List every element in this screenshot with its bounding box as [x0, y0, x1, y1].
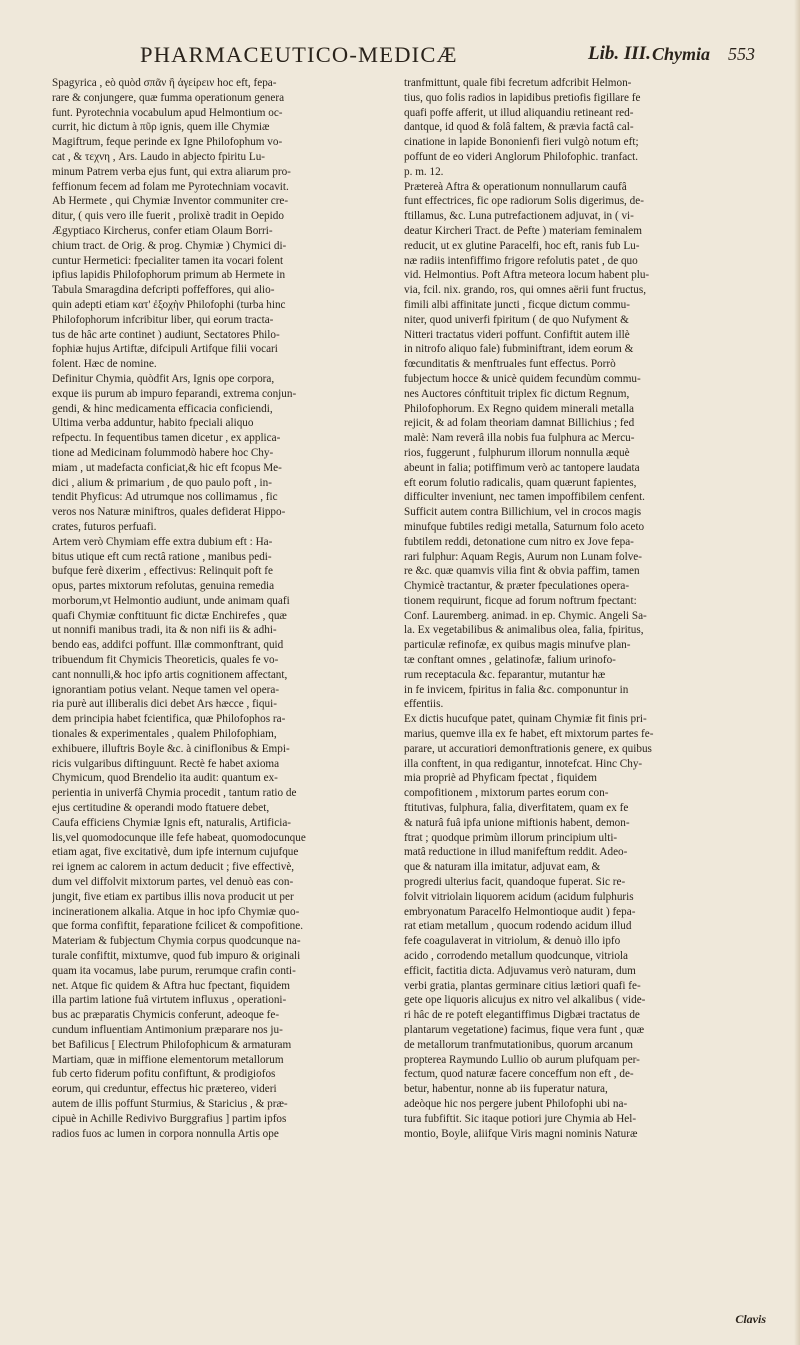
text-line: via, fcil. nix. grando, ros, qui omnes aërii funt fructus,: [404, 284, 647, 297]
text-line: cant nonnulli,& hoc ipfo artis cognitionem affectant,: [52, 668, 288, 681]
text-line: crates, futuros perfuafi.: [52, 520, 157, 533]
text-line: plantarum vegetatione) facimus, fique vera funt , quæ: [404, 1024, 645, 1036]
text-line: Chymicum, quod Brendelio ita audit: quantum ex-: [52, 772, 278, 785]
text-line: dici , alium & primarium , de quo paulo poft , in-: [52, 476, 272, 489]
text-line: quafi Chymiæ conftituunt fic dictæ Enchirefes , quæ: [52, 609, 287, 622]
text-line: ftrat ; quodque primùm illorum principium ulti-: [404, 831, 618, 844]
text-line: cinatione in lapide Bononienfi fieri vulgò notum eft;: [404, 136, 639, 149]
text-line: tionales & experimentales , qualem Philofophiam,: [52, 728, 277, 741]
text-line: tione ad Medicinam folummodò habere hoc Chy-: [52, 446, 274, 459]
text-line: efficit, factitia dicta. Adjuvamus verò naturam, dum: [404, 964, 636, 977]
text-line: fub certo fiderum pofitu confiftunt, & prodigiofos: [52, 1068, 276, 1081]
running-header: [140, 42, 778, 70]
text-line: ftitutivas, fulphura, falia, diverfitatem, quam ex fe: [404, 802, 629, 815]
text-line: eorum, qui creduntur, effectus hic prætereo, videri: [52, 1083, 277, 1096]
text-line: & naturâ fuâ ipfa unione miftionis habent, demon-: [404, 816, 630, 829]
text-line: vid. Helmontius. Poft Aftra meteora locum habent plu-: [404, 269, 650, 282]
text-line: que forma confiftit, feparatione fcilicet & compofitione.: [52, 920, 303, 933]
text-line: embryonatum Paracelfo Helmontioque audit ) fepa-: [404, 905, 636, 918]
text-line: de metallorum tranfmutationibus, quorum arcanum: [404, 1038, 633, 1051]
text-line: bet Bafilicus [ Electrum Philofophicum & armaturam: [52, 1038, 292, 1051]
text-line: acido , corrodendo metallum quodcunque, vitriola: [404, 950, 628, 963]
text-line: parare, ut accuratiori demonftrationis genere, ex quibus: [404, 742, 652, 755]
text-line: rari fulphur: Aquam Regis, Aurum non Lunam folve-: [404, 550, 643, 563]
text-line: rei ignem ac calorem in actum deducit ; five effectivè,: [52, 861, 295, 874]
text-line: quafi poffe afferit, ut illud aliquandiu retineant red-: [404, 106, 634, 119]
text-line: bendo eas, addifci poffunt. Illæ commonftrant, quid: [52, 639, 284, 652]
text-line: gendi, & hinc medicamenta efficacia conficiendi,: [52, 402, 273, 415]
text-line: verbi gratia, plantas germinare citius lætiori quafi fe-: [404, 979, 641, 992]
left-text-column: [52, 76, 382, 1141]
text-line: Prætereà Aftra & operationum nonnullarum caufâ: [404, 180, 627, 193]
text-line: cat , & τεχνη , Ars. Laudo in abjecto fpiritu Lu-: [52, 150, 266, 163]
book-number: Lib. III.: [588, 43, 651, 64]
text-line: næ radiis intenfiffimo frigore refolutis patet , de quo: [404, 254, 638, 267]
text-line: funt effectrices, fic ope radiorum Solis digerimus, de-: [404, 195, 644, 208]
text-line: perientia in univerfâ Chymia procedit , tantum ratio de: [52, 787, 297, 800]
text-line: adeòque hic nos pergere jubent Philofophi ubi na-: [404, 1097, 628, 1110]
text-line: rejicit, & ad folam theoriam damnat Billichius ; fed: [404, 417, 635, 430]
text-line: fefe coagulaverat in vitriolum, & denuò illo ipfo: [404, 935, 621, 948]
text-line: folvit vitriolain liquorem acidum (acidum fulphuris: [404, 890, 634, 903]
text-line: cipuè in Achille Redivivo Burggrafius ] partim ipfos: [52, 1112, 287, 1125]
text-line: rare & conjungere, quæ fumma operationum genera: [52, 91, 285, 104]
text-line: eft eorum folutio radicalis, quam quærunt fapientes,: [404, 476, 637, 489]
text-line: Ab Hermete , qui Chymiæ Inventor communiter cre-: [52, 195, 289, 208]
right-text-column: [404, 76, 754, 1141]
text-line: Ex dictis hucufque patet, quinam Chymiæ fit finis pri-: [404, 713, 647, 726]
text-line: bus ac præparatis Chymicis conferunt, adeoque fe-: [52, 1009, 280, 1022]
text-line: bufque ferè dixerim , effectivus: Relinquit poft fe: [52, 565, 273, 578]
text-line: Nitteri tractatus videri poffunt. Confiftit autem illè: [404, 328, 630, 341]
text-line: tus de hâc arte continet ) audiunt, Sectatores Philo-: [52, 328, 280, 341]
text-line: betur, habentur, nonne ab iis fuperatur natura,: [404, 1083, 608, 1096]
text-line: Spagyrica , eò quòd σπᾶν ἢ ἀγείρειν hoc eft, fepa-: [52, 77, 277, 89]
text-line: compofitionem , mixtorum partes eorum con-: [404, 787, 609, 800]
text-line: autem de illis poffunt Sturmius, & Staricius , & præ-: [52, 1097, 288, 1110]
text-line: mia propriè ad Phyficam fpectat , fiquidem: [404, 772, 597, 785]
text-line: deatur Kircheri Tract. de Pefte ) materiam feminalem: [404, 224, 642, 237]
text-line: Philofophorum infcribitur liber, qui eorum tracta-: [52, 313, 274, 326]
text-line: que & naturam illa imitatur, adjuvat eam, &: [404, 861, 601, 874]
text-line: re &c. quæ quamvis vilia fint & obvia paffim, tamen: [404, 565, 640, 578]
text-line: ri hâc de re poteft elegantiffimus Digbæi tractatus de: [404, 1009, 640, 1022]
text-line: quam ita vocamus, labe purum, rerumque crafin conti-: [52, 964, 296, 977]
text-line: radios fuos ac lumen in corpora nonnulla Artis ope: [52, 1127, 279, 1140]
text-line: incinerationem alkalia. Atque in hoc ipfo Chymiæ quo-: [52, 905, 300, 918]
text-line: ut nonnifi manibus tradi, ita & non nifi iis & adhi-: [52, 624, 277, 637]
text-line: fectum, quod naturæ facere conceffum non eft , de-: [404, 1068, 634, 1081]
page-number: 553: [728, 44, 755, 64]
text-line: Martiam, quæ in miffione elementorum metallorum: [52, 1053, 284, 1066]
text-line: lis,vel quomodocunque ille fefe habeat, quomodocunque: [52, 831, 306, 844]
text-line: opus, partes mixtorum refolutas, genuina remedia: [52, 580, 275, 593]
text-line: malè: Nam reverâ illa nobis fua fulphura ac Mercu-: [404, 432, 635, 445]
text-line: Ultima verba adduntur, habito fpeciali aliquo: [52, 417, 254, 430]
text-line: abeunt in falia; potiffimum verò ac tantopere laudata: [404, 461, 640, 474]
text-line: tura fubfiftit. Sic itaque potiori jure Chymia ab Hel-: [404, 1112, 637, 1125]
text-line: matâ reductione in illud manifeftum reddit. Adeo-: [404, 846, 628, 859]
text-line: tius, quo folis radios in lapidibus pretiofis figillare fe: [404, 91, 641, 104]
text-line: fimili albi affinitate juncti , ficque dictum commu-: [404, 298, 630, 311]
section-title: Chymia: [652, 44, 711, 64]
text-line: cundum influentiam Antimonium præparare nos ju-: [52, 1024, 283, 1036]
text-line: jungit, five etiam ex partibus illis nova producit ut per: [52, 890, 294, 903]
text-line: exque iis purum ab impuro feparandi, extrema conjun-: [52, 387, 297, 400]
text-line: tæ conftant omnes , gelatinofæ, falium urinofo-: [404, 654, 616, 667]
text-line: la. Ex vegetabilibus & animalibus olea, falia, fpiritus,: [404, 624, 644, 637]
text-line: dum vel diffolvit mixtorum partes, vel denuò eas con-: [52, 876, 294, 889]
text-line: Chymicè tractantur, & præter fpeculationes opera-: [404, 580, 630, 593]
text-line: fœcunditatis & menftruales funt effectus. Porrò: [404, 358, 616, 371]
text-line: net. Atque fic quidem & Aftra huc fpectant, fiquidem: [52, 979, 290, 992]
text-line: dantque, id quod & folâ faltem, & prævia factâ cal-: [404, 121, 634, 134]
text-line: ftillamus, &c. Luna putrefactionem adjuvat, in ( vi-: [404, 210, 634, 223]
text-line: minum Patrem verba ejus funt, qui extra aliarum pro-: [52, 165, 291, 178]
page-edge-shadow: [794, 0, 800, 1345]
text-line: ricis vulgaribus diftinguunt. Rectè fe habet axioma: [52, 757, 280, 770]
text-line: tionem requirunt, ficque ad forum noftrum fpectant:: [404, 594, 637, 607]
text-line: tribuendum fit Chymicis Theoreticis, quales fe vo-: [52, 654, 279, 667]
running-title: PHARMACEUTICO-MEDICÆ: [140, 42, 458, 67]
text-line: Materiam & fubjectum Chymia corpus quodcunque na-: [52, 935, 301, 948]
text-line: ipfius lapidis Philofophorum primum ab Hermete in: [52, 269, 286, 282]
text-line: nes Auctores cónftituit triplex fic dictum Regnum,: [404, 387, 630, 400]
text-line: bitus utique eft cum rectâ ratione , manibus pedi-: [52, 550, 272, 563]
text-line: effentiis.: [404, 698, 444, 711]
text-line: cuntur Hermetici: fpecialiter tamen ita vocari folent: [52, 254, 284, 267]
text-line: turale confiftit, mixtumve, quod fub impuro & originali: [52, 950, 301, 963]
text-line: Tabula Smaragdina defcripti poffeffores, qui alio-: [52, 284, 275, 297]
text-line: Caufa efficiens Chymiæ Ignis eft, naturalis, Artificia-: [52, 816, 292, 829]
text-line: gete ope liquoris alicujus ex nitro vel alkalibus ( vide-: [404, 994, 646, 1007]
text-line: p. m. 12.: [404, 165, 444, 178]
text-line: dem principia habet fcientifica, quæ Philofophos ra-: [52, 713, 286, 726]
text-line: tranfmittunt, quale fibi fecretum adfcribit Helmon-: [404, 77, 632, 89]
catchword: Clavis: [735, 1312, 766, 1326]
text-line: ejus certitudine & operandi modo ftatuere debet,: [52, 802, 270, 815]
text-line: etiam agat, five excitativè, dum ipfe internum cujufque: [52, 846, 299, 859]
text-line: progredi ulterius facit, quandoque fuperat. Sic re-: [404, 876, 626, 889]
text-line: Magiftrum, feque perinde ex Igne Philofophum vo-: [52, 136, 283, 149]
text-line: ignorantiam potius velant. Neque tamen vel opera-: [52, 683, 280, 696]
text-line: refpectu. In fequentibus tamen dicetur , ex applica-: [52, 432, 281, 445]
text-line: marius, quemve illa ex fe habet, eft mixtorum partes fe-: [404, 728, 654, 741]
text-line: Philofophorum. Ex Regno quidem minerali metalla: [404, 402, 634, 415]
text-line: morborum,vt Helmontio audiunt, unde animam quafi: [52, 594, 290, 607]
text-line: minufque fubtiles redigi metalla, Saturnum folo aceto: [404, 520, 645, 533]
text-line: fubtilem reddi, detonatione cum nitro ex Jove fepa-: [404, 535, 634, 548]
text-line: rum receptacula &c. feparantur, mutantur hæ: [404, 668, 606, 681]
text-line: rat etiam metallum , quocum rodendo acidum illud: [404, 920, 632, 933]
text-line: particulæ refinofæ, ex quibus magis minufve plan-: [404, 639, 631, 652]
text-line: propterea Raymundo Lullio ob aurum plufquam per-: [404, 1053, 640, 1066]
text-line: currit, hic dictum à πῦρ ignis, quem ille Chymiæ: [52, 121, 270, 134]
text-line: fophiæ hujus Artiftæ, difcipuli Artifque filii vocari: [52, 343, 278, 356]
text-line: poffunt de eo videri Anglorum Philofophic. tranfact.: [404, 150, 639, 163]
text-line: miam , ut madefacta conficiat,& hic eft fcopus Me-: [52, 461, 282, 474]
text-line: quin adepti etiam κατ' ἐξοχὴν Philofophi (turba hinc: [52, 298, 286, 311]
text-line: in nitrofo aliquo fale) fubminiftrant, idem eorum &: [404, 343, 634, 356]
text-line: in fe invicem, fpiritus in falia &c. componuntur in: [404, 683, 629, 696]
text-line: illa conftent, in qua redigantur, innotefcat. Hinc Chy-: [404, 757, 643, 770]
text-line: illa partim latione fuâ virtutem influxus , operationi-: [52, 994, 287, 1007]
text-line: chium tract. de Orig. & prog. Chymiæ ) Chymici di-: [52, 239, 287, 252]
text-line: folent. Hæc de nomine.: [52, 358, 157, 371]
text-line: ditur, ( quis vero ille fuerit , prolixè tradit in Oepido: [52, 210, 284, 223]
text-line: difficulter inveniunt, nec tamen impoffibilem cenfent.: [404, 491, 645, 504]
text-line: tendit Phyficus: Ad utrumque nos collimamus , fic: [52, 491, 278, 504]
text-line: rios, fuggerunt , fulphurum illorum nonnulla æquè: [404, 446, 630, 459]
text-line: niter, quod univerfi fpiritum ( de quo Nufyment &: [404, 313, 629, 326]
text-line: reducit, ut ex glutine Paracelfi, hoc eft, ranis fub Lu-: [404, 239, 640, 252]
text-line: Ægyptiaco Kircherus, confer etiam Olaum Borri-: [52, 224, 273, 237]
text-line: feffionum fecem ad folam me Pyrotechniam vocavit.: [52, 180, 289, 193]
text-line: veros nos Naturæ miniftros, quales defiderat Hippo-: [52, 506, 286, 519]
text-line: montio, Boyle, aliifque Viris magni nominis Naturæ: [404, 1127, 638, 1140]
text-line: funt. Pyrotechnia vocabulum apud Helmontium oc-: [52, 106, 283, 119]
text-line: ria purè aut illiberalis dici debet Ars hæcce , fiqui-: [52, 698, 277, 711]
text-line: fubjectum hocce & unicè quidem fecundùm commu-: [404, 372, 641, 385]
text-line: Artem verò Chymiam effe extra dubium eft : Ha-: [52, 535, 273, 548]
text-line: exhibuere, illuftris Boyle &c. à ciniflonibus & Empi-: [52, 742, 290, 755]
text-line: Conf. Lauremberg. animad. in ep. Chymic. Angeli Sa-: [404, 609, 647, 622]
text-line: Sufficit autem contra Billichium, vel in crocos magis: [404, 506, 642, 519]
text-line: Definitur Chymia, quòdfit Ars, Ignis ope corpora,: [52, 372, 275, 385]
